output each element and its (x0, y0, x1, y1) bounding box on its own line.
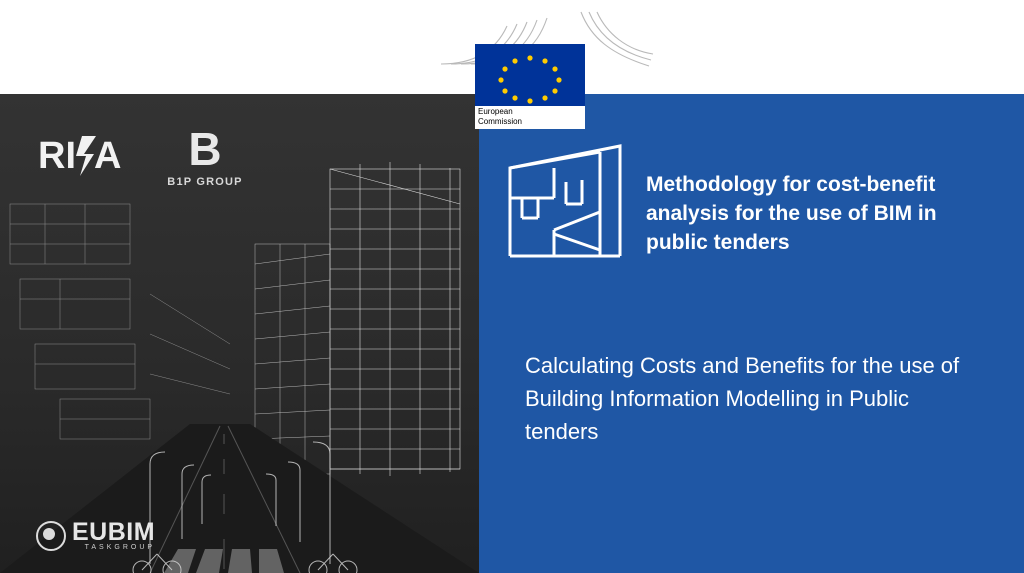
eubim-wordmark (72, 520, 155, 544)
b1p-mark-icon: B (188, 123, 222, 175)
cover-title-panel (479, 94, 1024, 573)
eubim-taskgroup-logo (36, 520, 155, 551)
eu-flag-icon (475, 44, 585, 106)
eubim-circle-icon (36, 521, 66, 551)
svg-text:A: A (94, 135, 122, 177)
title-block (492, 138, 1012, 268)
commission-caption (475, 106, 585, 129)
rina-logo (38, 132, 138, 180)
eu-stars-icon (475, 44, 585, 106)
crane-icon (492, 138, 642, 268)
b1p-group-logo (160, 124, 250, 188)
page-subtitle: Calculating Costs and Benefits for the use of Building Information Modelling in Public tenders (525, 353, 960, 444)
eubim-eu-label: EU (72, 518, 108, 546)
commission-caption-line1: European (478, 107, 513, 116)
eubim-bim-label: BIM (107, 518, 156, 546)
rina-wordmark: RI (38, 135, 76, 177)
cover-illustration-panel (0, 94, 479, 573)
rina-logo-icon (38, 132, 138, 180)
b1p-group-label: B1P GROUP (167, 176, 243, 188)
page-title: Methodology for cost-benefit analysis for the use of BIM in public tenders (646, 173, 937, 254)
european-commission-logo (437, 8, 657, 128)
eubim-tagline: TASKGROUP (84, 544, 156, 551)
commission-caption-line2: Commission (478, 117, 523, 126)
